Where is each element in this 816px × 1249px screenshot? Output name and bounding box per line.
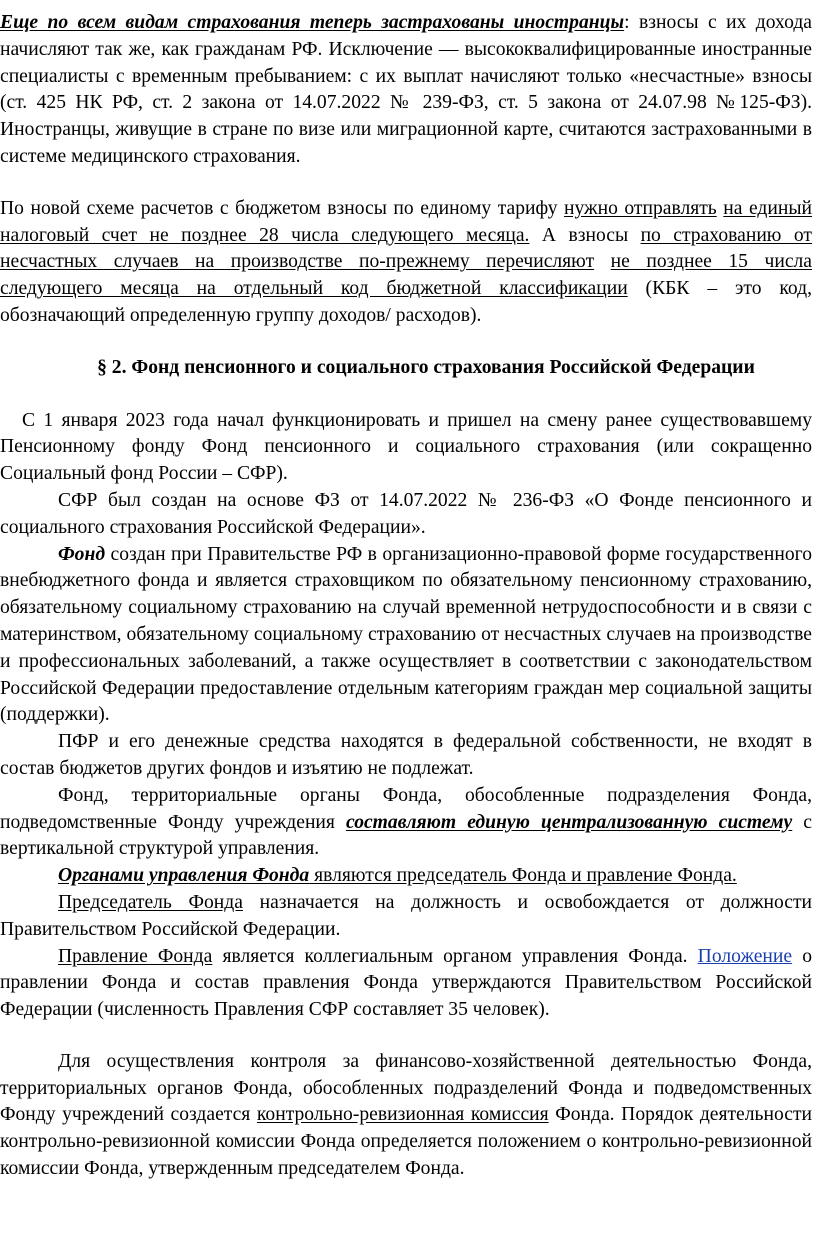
paragraph-sfr-law: СФР был создан на основе ФЗ от 14.07.2022 № 236-ФЗ «О Фонде пенсионного и социального страхования Российской Федерации». (0, 489, 812, 538)
paragraph-sfr-start: С 1 января 2023 года начал функционировать и пришел на смену ранее существовавшему Пенсионному фонду Фонд пенсионного и социального страхования (или сокращенно Социальный фонд России – СФР). (0, 409, 812, 485)
paragraph-governing-bodies (0, 863, 812, 890)
payment-text-4 (594, 251, 611, 272)
paragraph-chairman (0, 890, 812, 944)
section-heading: § 2. Фонд пенсионного и социального страхования Российской Федерации (97, 356, 755, 378)
board-text-1: является коллегиальным органом управления Фонда. (212, 945, 698, 967)
fund-text: создан при Правительстве РФ в организационно-правовой форме государственного внебюджетного фонда и является страховщиком по обязательному пенсионному страхованию, обязательному социальному страхованию на случай временной нетрудоспособности и в связи с материнством, обязательному социальному страхованию от несчастных случаев на производстве и профессиональных заболеваний, а также осуществляет в соответствии с законодательством Российской Федерации предоставление отдельным категориям граждан мер социальной защиты (поддержки). (0, 543, 812, 726)
spacer (0, 171, 812, 196)
spacer (0, 382, 812, 408)
payment-underline-3: по страхованию от несчастных случаев на производстве по-прежнему перечисляют (0, 224, 812, 273)
audit-text-2: Фонда. Порядок деятельности контрольно-ревизионной комиссии Фонда определяется положением о контрольно-ревизионной комиссии Фонда, утвержденным председателем Фонда. (0, 1104, 812, 1180)
audit-underline: контрольно-ревизионная комиссия (256, 1104, 549, 1126)
spacer (0, 1024, 812, 1049)
audit-text-1: Для осуществления контроля за финансово-хозяйственной деятельностью Фонда, территориальных органов Фонда, обособленных подразделений Фонда и подведомственных Фонду учреждений создается (0, 1050, 812, 1126)
fund-lead: Фонд (58, 543, 106, 565)
payment-underline-1: нужно отправлять (564, 197, 717, 219)
paragraph-fund-property: ПФР и его денежные средства находятся в федеральной собственности, не входят в состав бюджетов других фондов и изъятию не подлежат. (0, 731, 812, 779)
system-text-1: Фонд, территориальные органы Фонда, обособленные подразделения Фонда, подведомственные Фонду учреждения (0, 784, 812, 833)
payment-text-3: А взносы (529, 224, 641, 246)
board-text-2: о правлении Фонда и состав правления Фонда утверждаются Правительством Российской Федерации (численность Правления СФР составляет 35 человек). (0, 945, 813, 1021)
paragraph-audit-commission (0, 1049, 812, 1183)
governing-text: являются председатель Фонда и правление Фонда. (309, 865, 737, 887)
paragraph-foreigners-insurance (0, 10, 812, 171)
foreigners-text: : взносы с их дохода начисляют так же, как гражданам РФ. Исключение — высококвалифицированные иностранные специалисты с временным пребыванием: с их выплат начисляют только «несчастные» взносы (ст. 425 НК РФ, ст. 2 закона от 14.07.2022 № 239-ФЗ, ст. 5 закона от 24.07.98 №125-ФЗ). Иностранцы, живущие в стране по визе или миграционной карте, считаются застрахованными в системе медицинского страхования. (0, 12, 812, 167)
payment-underline-2: на единый налоговый счет не позднее 28 числа следующего месяца. (0, 197, 812, 246)
chairman-lead: Председатель Фонда (58, 891, 243, 913)
spacer (0, 330, 812, 355)
paragraph-board (0, 944, 812, 1024)
paragraph-payment-scheme (0, 196, 812, 330)
paragraph-centralized-system (0, 783, 812, 863)
document-page (0, 10, 812, 1183)
paragraph-fund-definition (0, 542, 812, 730)
payment-text-5: (КБК – это код, обозначающий определенную группу доходов/ расходов). (0, 278, 812, 326)
foreigners-lead: Еще по всем видам страхования теперь застрахованы иностранцы (0, 12, 625, 33)
payment-underline-4: не позднее 15 числа следующего месяца на отдельный код бюджетной классификации (0, 251, 812, 300)
regulation-link[interactable]: Положение (697, 945, 793, 967)
payment-text-1: По новой схеме расчетов с бюджетом взносы по единому тарифу (0, 197, 565, 219)
system-emphasis: составляют единую централизованную систему (345, 811, 793, 833)
governing-lead: Органами управления Фонда (58, 865, 310, 887)
chairman-text: назначается на должность и освобождается от должности Правительством Российской Федерации. (0, 891, 812, 940)
system-text-2: с вертикальной структурой управления. (0, 811, 812, 860)
board-lead: Правление Фонда (58, 945, 213, 967)
